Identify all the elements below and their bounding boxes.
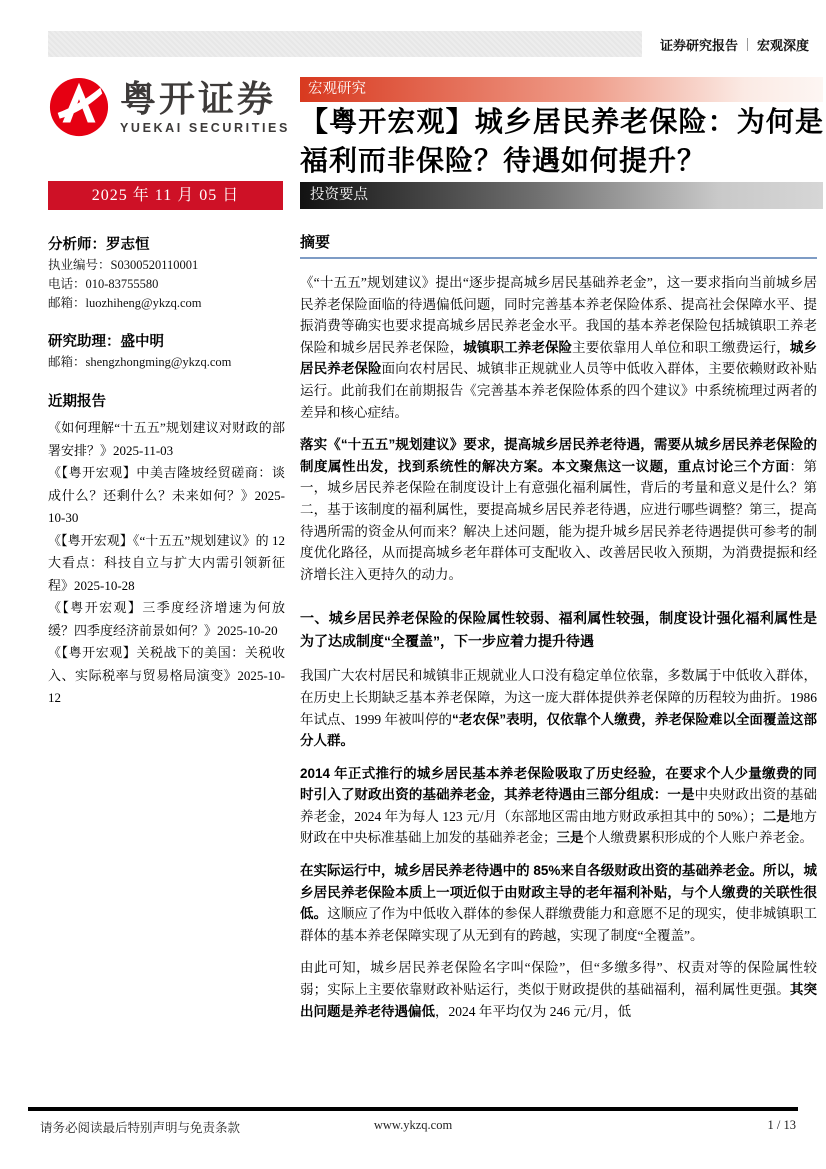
brand-name-en: YUEKAI SECURITIES (120, 121, 290, 135)
analyst-name: 分析师：罗志恒 (48, 237, 150, 253)
phone-value: 010-83755580 (85, 277, 159, 291)
phone-label: 电话： (48, 277, 86, 291)
analyst-block (48, 234, 285, 313)
footer-page-number: 1 / 13 (767, 1118, 796, 1132)
footer-website: www.ykzq.com (373, 1118, 453, 1132)
focus-paragraph: 落实《“十五五”规划建议》要求，提高城乡居民养老待遇，需要从城乡居民养老保险的制度属性出发，找到系统性的解决方案。本文聚焦这一议题，重点讨论三个方面：第一，城乡居民养老保险在制度设计上有意强化福利属性，背后的考量和意义是什么？第二，基于该制度的福利属性，要提高城乡居民养老待遇，应进行哪些调整？第三，提高待遇所需的资金从何而来？解决上述问题，能为提升城乡居民养老待遇提供可参考的制度优化路径，从而提高城乡老年群体可支配收入、改善居民收入预期，为消费提振和经济增长注入更持久的动力。 (300, 437, 817, 582)
report-category-label: 宏观深度 (756, 37, 809, 53)
recent-report-item: 《【粤开宏观】关税战下的美国：关税收入、实际税率与贸易格局演变》2025-10-12 (48, 645, 285, 705)
recent-report-item: 《【粤开宏观】中美吉隆坡经贸磋商：谈成什么？还剩什么？未来如何？》2025-10-30 (48, 465, 285, 525)
assistant-email-line (48, 353, 285, 372)
invest-points-banner: 投资要点 (300, 182, 823, 209)
recent-reports-title: 近期报告 (48, 394, 106, 410)
recent-report-item: 《如何理解“十五五”规划建议对财政的部署安排？》2025-11-03 (48, 420, 285, 458)
category-banner: 宏观研究 (300, 77, 823, 102)
report-type-label: 证券研究报告 (659, 37, 738, 53)
analyst-phone-line (48, 275, 285, 294)
abstract-paragraph: 《“十五五”规划建议》提出“逐步提高城乡居民基础养老金”，这一要求指向当前城乡居民养老保险面临的待遇偏低问题，同时完善基本养老保险体系、提高社会保障水平、提振消费等确实也要求提高城乡居民养老金水平。我国的基本养老保险包括城镇职工养老保险和城乡居民养老保险，城镇职工养老保险主要依靠用人单位和职工缴费运行，城乡居民养老保险面向农村居民、城镇非正规就业人员等中低收入群体，主要依赖财政补贴运行。此前我们在前期报告《完善基本养老保险体系的四个建议》中系统梳理过两者的差异和核心症结。 (300, 275, 817, 420)
email-value: luozhiheng@ykzq.com (85, 296, 202, 310)
brand-name-cn: 粤开证券 (120, 78, 277, 119)
page-title: 【粤开宏观】城乡居民养老保险：为何是福利而非保险？待遇如何提升？ (300, 106, 824, 176)
analyst-cert-line (48, 256, 285, 275)
section1-paragraph-4: 由此可知，城乡居民养老保险名字叫“保险”，但“多缴多得”、权责对等的保险属性较弱；实际上主要依靠财政补贴运行，类似于财政提供的基础福利，福利属性更强。其突出问题是养老待遇偏低，2024 年平均仅为 246 元/月，低 (300, 960, 817, 1019)
report-classification (642, 31, 812, 57)
top-band (48, 31, 812, 57)
footer-rule (28, 1107, 798, 1111)
analyst-email-line (48, 294, 285, 313)
assistant-block (48, 331, 285, 372)
email-label: 邮箱： (48, 355, 86, 369)
abstract-heading: 摘要 (300, 231, 817, 259)
section1-paragraph-3: 在实际运行中，城乡居民养老待遇中的 85%来自各级财政出资的基础养老金。所以，城乡居民养老保险本质上一项近似于由财政主导的老年福利补贴，与个人缴费的关联性很低。这顺应了作为中低收入群体的参保人群缴费能力和意愿不足的现实，使非城镇职工群体的基本养老保障实现了从无到有的跨越，实现了制度“全覆盖”。 (300, 863, 817, 943)
footer (28, 1118, 798, 1140)
cert-label: 执业编号： (48, 258, 111, 272)
yuekai-logo-icon (48, 76, 110, 138)
section1-heading: 一、城乡居民养老保险的保险属性较弱、福利属性较强，制度设计强化福利属性是为了达成制度“全覆盖”，下一步应着力提升待遇 (300, 610, 817, 650)
assistant-name: 研究助理：盛中明 (48, 334, 164, 350)
brand-name (120, 76, 290, 135)
footer-disclaimer: 请务必阅读最后特别声明与免责条款 (40, 1121, 241, 1135)
section1-paragraph-2: 2014 年正式推行的城乡居民基本养老保险吸取了历史经验，在要求个人少量缴费的同时引入了财政出资的基础养老金，其养老待遇由三部分组成：一是中央财政出资的基础养老金，2024 年为每人 123 元/月（东部地区需由地方财政承担其中的 50%）；二是地方财政在中央标准基础上加发的基础养老金；三是个人缴费累积形成的个人账户养老金。 (300, 765, 817, 846)
sidebar (48, 234, 285, 710)
cert-value: S0300520110001 (110, 258, 199, 272)
email-label: 邮箱： (48, 296, 86, 310)
recent-report-item: 《【粤开宏观】《“十五五”规划建议》的 12 大看点：科技自立与扩大内需引领新征程》2025-10-28 (48, 532, 285, 593)
brand-logo (48, 76, 290, 138)
report-date: 2025 年 11 月 05 日 (48, 181, 283, 210)
vertical-divider (747, 38, 748, 51)
main-content (300, 231, 817, 1103)
email-value: shengzhongming@ykzq.com (85, 355, 232, 369)
recent-report-item: 《【粤开宏观】三季度经济增速为何放缓？四季度经济前景如何？》2025-10-20 (48, 600, 285, 638)
section1-paragraph-1: 我国广大农村居民和城镇非正规就业人口没有稳定单位依靠，多数属于中低收入群体，在历史上长期缺乏基本养老保障，为这一庞大群体提供养老保障的历程较为曲折。1986 年试点、1999 年被叫停的“老农保”表明，仅依靠个人缴费，养老保险难以全面覆盖这部分人群。 (300, 668, 817, 749)
